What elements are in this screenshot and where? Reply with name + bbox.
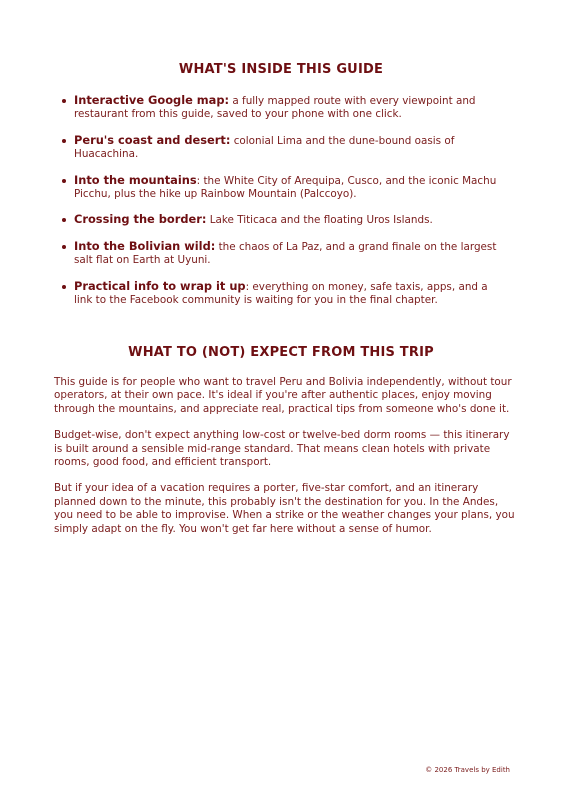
paragraph: Budget-wise, don't expect anything low-cost or twelve-bed dorm rooms — this itinerary is built around a sensible mid-range standard. That means clean hotels with private rooms, good food, and efficient transport. [54,429,510,469]
list-item-lead: Crossing the border: [74,212,207,227]
list-item-lead: Into the mountains [74,172,197,187]
guide-contents-list [60,94,500,319]
section-heading-expect: WHAT TO (NOT) EXPECT FROM THIS TRIP [128,345,434,360]
list-item-text: the chaos of La Paz, and a grand finale on the largest salt flat on Earth at Uyuni. [74,240,497,267]
list-item [60,174,500,202]
list-item [60,134,500,162]
expect-section-body [54,376,516,549]
list-item-text: a fully mapped route with every viewpoint and restaurant from this guide, saved to your phone with one click. [74,95,476,121]
footer-copyright: © 2026 Travels by Edith [425,766,510,774]
paragraph: But if your idea of a vacation requires a porter, five-star comfort, and an itinerary planned down to the minute, this probably isn't the destination for you. In the Andes, you need to be able to improvise. When a strike or the weather changes your plans, you simply adapt on the fly. You won't get far here without a sense of humor. [54,482,515,535]
list-item-text: colonial Lima and the dune-bound oasis of Huacachina. [74,134,455,161]
list-item-lead: Practical info to wrap it up [74,278,246,293]
list-item-text: Lake Titicaca and the floating Uros Islands. [206,214,433,227]
list-item-text: : the White City of Arequipa, Cusco, and the iconic Machu Picchu, plus the hike up Rainbow Mountain (Palccoyo). [74,174,497,201]
list-item [60,280,500,308]
list-item [60,240,500,268]
list-item-lead: Interactive Google map: [74,93,230,107]
paragraph: This guide is for people who want to travel Peru and Bolivia independently, without tour operators, at their own pace. It's ideal if you're after authentic places, enjoy moving through the mountains, and appreciate real, practical tips from someone who's done it. [54,376,512,415]
section-heading-inside: WHAT'S INSIDE THIS GUIDE [178,62,384,77]
list-item-text: : everything on money, safe taxis, apps, and a link to the Facebook community is waiting for you in the final chapter. [74,280,488,307]
list-item-lead: Into the Bolivian wild: [74,238,216,253]
list-item-lead: Peru's coast and desert: [74,132,231,147]
list-item [60,213,500,227]
list-item [60,94,500,122]
